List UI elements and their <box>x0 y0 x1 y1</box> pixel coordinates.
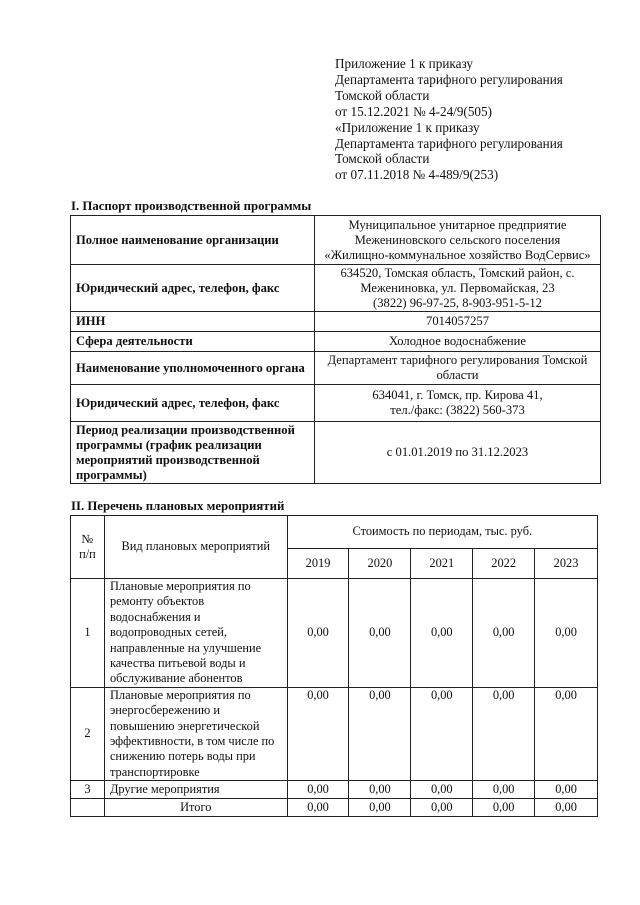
appendix-line: Департамента тарифного регулирования <box>335 135 563 151</box>
passport-row <box>71 385 601 422</box>
row-value: 0,00 <box>349 687 411 780</box>
passport-key: Полное наименование организации <box>71 216 315 265</box>
passport-value <box>315 216 601 265</box>
row-value: 0,00 <box>535 579 598 688</box>
appendix-line: от 07.11.2018 № 4-489/9(253) <box>335 167 499 183</box>
passport-value <box>315 422 601 484</box>
passport-table <box>70 215 601 484</box>
value-line: тел./факс: (3822) 560-373 <box>390 403 525 417</box>
appendix-header <box>335 56 563 183</box>
total-value: 0,00 <box>287 799 349 817</box>
total-value: 0,00 <box>349 799 411 817</box>
value-line: Межениновка, ул. Первомайская, 23 <box>360 280 555 295</box>
total-row <box>71 799 598 817</box>
section-title-plan: II. Перечень плановых мероприятий <box>71 499 285 513</box>
header-cost: Стоимость по периодам, тыс. руб. <box>287 516 597 549</box>
passport-key: Юридический адрес, телефон, факс <box>71 265 315 312</box>
appendix-line: Приложение 1 к приказу <box>335 56 473 71</box>
row-value: 0,00 <box>473 579 535 688</box>
row-desc: Плановые мероприятия по ремонту объектов водоснабжения и водопроводных сетей, направленные на улучшение качества питьевой воды и обслуживание абонентов <box>104 579 287 688</box>
header-year: 2023 <box>535 549 598 579</box>
total-value: 0,00 <box>473 799 535 817</box>
value-line: Департамент тарифного регулирования Томской <box>327 353 588 367</box>
passport-value <box>315 332 601 352</box>
row-value: 0,00 <box>349 579 411 688</box>
row-value: 0,00 <box>411 687 473 780</box>
passport-key: ИНН <box>71 312 315 332</box>
value-line: Межениновского сельского поселения <box>354 232 561 247</box>
row-value: 0,00 <box>411 579 473 688</box>
total-value: 0,00 <box>535 799 598 817</box>
appendix-line: «Приложение 1 к приказу <box>335 119 480 135</box>
appendix-line: от 15.12.2021 № 4-24/9(505) <box>335 103 492 119</box>
header-num: № п/п <box>71 516 105 579</box>
total-label: Итого <box>104 799 287 817</box>
row-value: 0,00 <box>473 687 535 780</box>
passport-row <box>71 332 601 352</box>
passport-key: Юридический адрес, телефон, факс <box>71 385 315 422</box>
section-title-passport: I. Паспорт производственной программы <box>71 199 312 213</box>
passport-row <box>71 352 601 385</box>
value-line: области <box>436 368 479 382</box>
passport-key: Период реализации производственной программы (график реализации мероприятий производственной программы) <box>71 422 315 484</box>
table-row <box>71 687 598 780</box>
value-line: Муниципальное унитарное предприятие <box>348 217 567 232</box>
appendix-line: Томской области <box>335 87 430 103</box>
value-line: 634041, г. Томск, пр. Кирова 41, <box>372 388 543 402</box>
row-num: 2 <box>71 687 105 780</box>
row-desc: Плановые мероприятия по энергосбережению и повышению энергетической эффективности, в том числе по снижению потерь воды при транспортировке <box>104 687 287 780</box>
value-line: Холодное водоснабжение <box>388 334 526 348</box>
passport-row <box>71 312 601 332</box>
total-num-empty <box>71 799 105 817</box>
header-year: 2021 <box>411 549 473 579</box>
passport-key: Сфера деятельности <box>71 332 315 352</box>
passport-value <box>315 312 601 332</box>
header-year: 2020 <box>349 549 411 579</box>
value-line: 634520, Томская область, Томский район, с. <box>340 265 575 280</box>
table-row <box>71 579 598 688</box>
value-line: (3822) 96-97-25, 8-903-951-5-12 <box>373 295 542 310</box>
passport-row <box>71 216 601 265</box>
row-desc: Другие мероприятия <box>104 781 287 799</box>
header-kind: Вид плановых мероприятий <box>104 516 287 579</box>
row-value: 0,00 <box>535 687 598 780</box>
passport-value <box>315 352 601 385</box>
total-value: 0,00 <box>411 799 473 817</box>
value-line: 7014057257 <box>426 314 489 328</box>
header-year: 2022 <box>473 549 535 579</box>
row-value: 0,00 <box>349 781 411 799</box>
passport-row <box>71 422 601 484</box>
passport-value <box>315 265 601 312</box>
plan-table <box>70 515 598 817</box>
header-row <box>71 516 598 549</box>
row-num: 3 <box>71 781 105 799</box>
passport-row <box>71 265 601 312</box>
appendix-line: Департамента тарифного регулирования <box>335 71 563 87</box>
passport-value <box>315 385 601 422</box>
row-value: 0,00 <box>411 781 473 799</box>
row-value: 0,00 <box>287 781 349 799</box>
row-value: 0,00 <box>535 781 598 799</box>
value-line: с 01.01.2019 по 31.12.2023 <box>386 445 529 459</box>
row-num: 1 <box>71 579 105 688</box>
row-value: 0,00 <box>287 579 349 688</box>
table-row <box>71 781 598 799</box>
header-year: 2019 <box>287 549 349 579</box>
row-value: 0,00 <box>287 687 349 780</box>
value-line: «Жилищно-коммунальное хозяйство ВодСервис» <box>324 247 591 262</box>
passport-key: Наименование уполномоченного органа <box>71 352 315 385</box>
appendix-line: Томской области <box>335 151 430 167</box>
row-value: 0,00 <box>473 781 535 799</box>
